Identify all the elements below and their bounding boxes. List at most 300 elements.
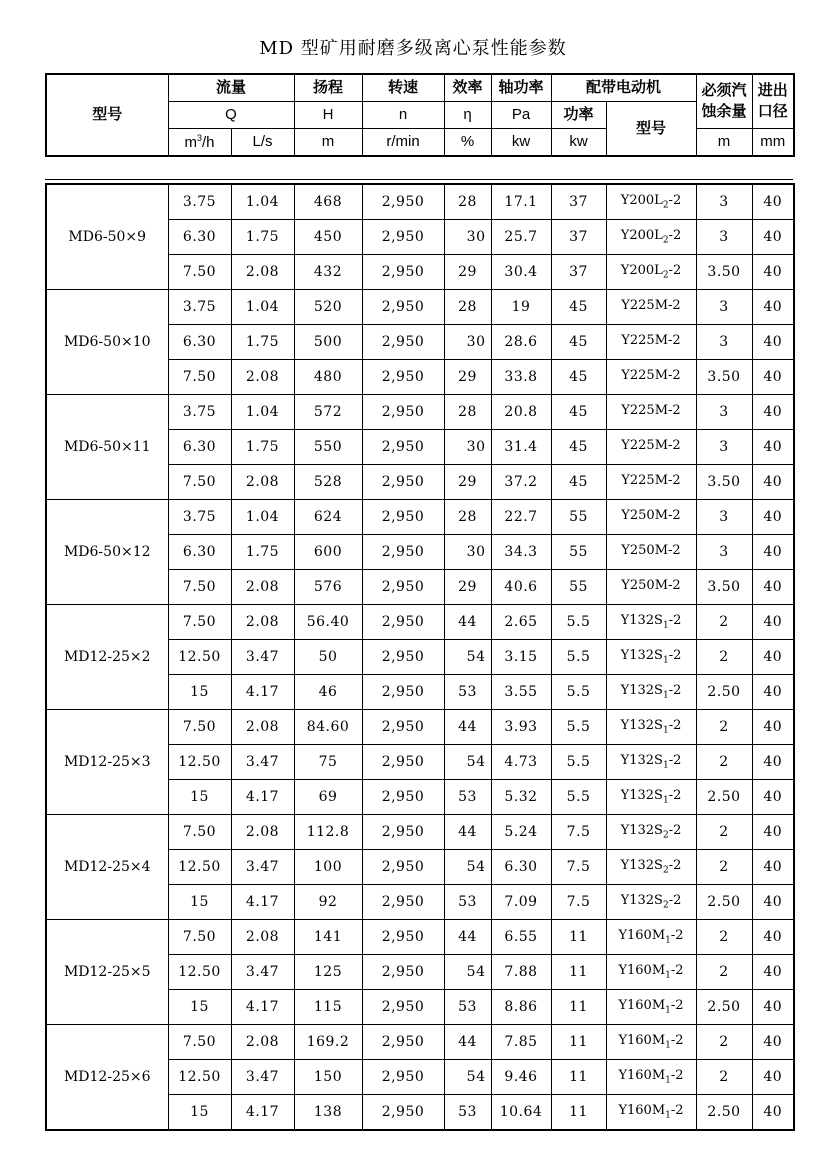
cell-shaft-power: 5.32 (491, 780, 551, 815)
cell-flow-ls: 2.08 (231, 1025, 294, 1060)
cell-npsh: 3 (696, 325, 752, 360)
header-flow-unit-m3h: $m^3/h$ (168, 129, 231, 157)
cell-flow-m3h: 7.50 (168, 605, 231, 640)
cell-npsh: 2 (696, 1025, 752, 1060)
cell-motor-power: 7.5 (551, 815, 606, 850)
cell-efficiency: 54 (444, 745, 491, 780)
cell-flow-ls: 2.08 (231, 710, 294, 745)
cell-motor-model: Y250M-2 (606, 535, 696, 570)
cell-head: 169.2 (294, 1025, 362, 1060)
cell-npsh: 3.50 (696, 360, 752, 395)
cell-pump-model: MD12-25×5 (46, 920, 168, 1025)
cell-head: 50 (294, 640, 362, 675)
cell-speed: 2,950 (362, 1060, 444, 1095)
cell-shaft-power: 6.30 (491, 850, 551, 885)
cell-motor-model: $Y132S_1-2$ (606, 745, 696, 780)
cell-bore: 40 (752, 640, 794, 675)
cell-pump-model: MD12-25×2 (46, 605, 168, 710)
cell-bore: 40 (752, 885, 794, 920)
cell-efficiency: 54 (444, 640, 491, 675)
cell-motor-model: Y225M-2 (606, 395, 696, 430)
header-npsh-unit: m (696, 129, 752, 157)
cell-flow-m3h: 7.50 (168, 1025, 231, 1060)
cell-head: 624 (294, 500, 362, 535)
cell-shaft-power: 3.93 (491, 710, 551, 745)
cell-motor-model: $Y132S_2-2$ (606, 815, 696, 850)
body-table-wrap (45, 179, 793, 1131)
cell-shaft-power: 4.73 (491, 745, 551, 780)
cell-motor-power: 7.5 (551, 885, 606, 920)
cell-npsh: 3.50 (696, 465, 752, 500)
cell-shaft-power: 8.86 (491, 990, 551, 1025)
cell-flow-ls: 3.47 (231, 955, 294, 990)
cell-head: 450 (294, 220, 362, 255)
cell-pump-model: MD12-25×6 (46, 1025, 168, 1131)
cell-efficiency: 53 (444, 1095, 491, 1131)
cell-flow-ls: 4.17 (231, 885, 294, 920)
table-row (46, 290, 794, 325)
cell-motor-model: Y250M-2 (606, 570, 696, 605)
cell-flow-ls: 2.08 (231, 605, 294, 640)
cell-motor-model: $Y132S_1-2$ (606, 675, 696, 710)
header-efficiency-label: 效率 (444, 74, 491, 102)
cell-motor-model: $Y132S_1-2$ (606, 640, 696, 675)
cell-motor-power: 11 (551, 1060, 606, 1095)
cell-efficiency: 30 (444, 535, 491, 570)
cell-motor-model: Y225M-2 (606, 430, 696, 465)
cell-shaft-power: 25.7 (491, 220, 551, 255)
cell-npsh: 2 (696, 640, 752, 675)
cell-flow-m3h: 12.50 (168, 640, 231, 675)
header-efficiency-unit: % (444, 129, 491, 157)
cell-shaft-power: 7.85 (491, 1025, 551, 1060)
cell-npsh: 3 (696, 500, 752, 535)
cell-shaft-power: 9.46 (491, 1060, 551, 1095)
cell-npsh: 2.50 (696, 780, 752, 815)
cell-efficiency: 30 (444, 325, 491, 360)
cell-shaft-power: 31.4 (491, 430, 551, 465)
cell-bore: 40 (752, 184, 794, 220)
cell-efficiency: 44 (444, 1025, 491, 1060)
cell-motor-model: Y225M-2 (606, 360, 696, 395)
table-row (46, 1025, 794, 1060)
cell-flow-ls: 2.08 (231, 255, 294, 290)
cell-motor-model: Y225M-2 (606, 325, 696, 360)
cell-pump-model: MD12-25×4 (46, 815, 168, 920)
cell-head: 75 (294, 745, 362, 780)
cell-speed: 2,950 (362, 430, 444, 465)
cell-shaft-power: 30.4 (491, 255, 551, 290)
cell-motor-power: 45 (551, 290, 606, 325)
cell-flow-ls: 3.47 (231, 1060, 294, 1095)
table-row (46, 710, 794, 745)
cell-head: 84.60 (294, 710, 362, 745)
table-row (46, 605, 794, 640)
cell-flow-m3h: 15 (168, 885, 231, 920)
header-model-label: 型号 (46, 74, 168, 156)
cell-npsh: 3 (696, 395, 752, 430)
cell-bore: 40 (752, 710, 794, 745)
cell-flow-m3h: 12.50 (168, 955, 231, 990)
cell-flow-ls: 1.04 (231, 184, 294, 220)
cell-flow-ls: 2.08 (231, 465, 294, 500)
cell-motor-model: $Y200L_2-2$ (606, 255, 696, 290)
cell-flow-m3h: 12.50 (168, 1060, 231, 1095)
cell-pump-model: MD6-50×10 (46, 290, 168, 395)
cell-motor-model: $Y200L_2-2$ (606, 220, 696, 255)
cell-bore: 40 (752, 990, 794, 1025)
header-bore-unit: mm (752, 129, 794, 157)
cell-shaft-power: 3.15 (491, 640, 551, 675)
cell-npsh: 2 (696, 745, 752, 780)
cell-npsh: 2.50 (696, 675, 752, 710)
cell-flow-m3h: 15 (168, 780, 231, 815)
cell-motor-power: 11 (551, 920, 606, 955)
cell-bore: 40 (752, 605, 794, 640)
cell-shaft-power: 19 (491, 290, 551, 325)
cell-efficiency: 44 (444, 920, 491, 955)
cell-motor-model: $Y132S_2-2$ (606, 850, 696, 885)
cell-motor-power: 11 (551, 990, 606, 1025)
cell-shaft-power: 28.6 (491, 325, 551, 360)
header-head-symbol: H (294, 102, 362, 129)
cell-bore: 40 (752, 955, 794, 990)
cell-speed: 2,950 (362, 850, 444, 885)
cell-shaft-power: 7.88 (491, 955, 551, 990)
cell-speed: 2,950 (362, 325, 444, 360)
cell-bore: 40 (752, 325, 794, 360)
cell-bore: 40 (752, 745, 794, 780)
cell-motor-model: $Y160M_1-2$ (606, 1095, 696, 1131)
cell-head: 572 (294, 395, 362, 430)
header-motor-power-label: 功率 (551, 102, 606, 129)
cell-flow-m3h: 7.50 (168, 710, 231, 745)
cell-shaft-power: 7.09 (491, 885, 551, 920)
cell-head: 125 (294, 955, 362, 990)
cell-npsh: 3.50 (696, 570, 752, 605)
cell-flow-ls: 1.75 (231, 325, 294, 360)
header-speed-unit: r/min (362, 129, 444, 157)
cell-head: 115 (294, 990, 362, 1025)
cell-flow-ls: 4.17 (231, 1095, 294, 1131)
cell-head: 528 (294, 465, 362, 500)
cell-flow-ls: 4.17 (231, 780, 294, 815)
cell-bore: 40 (752, 290, 794, 325)
cell-efficiency: 28 (444, 395, 491, 430)
cell-head: 520 (294, 290, 362, 325)
cell-flow-m3h: 6.30 (168, 535, 231, 570)
cell-motor-power: 5.5 (551, 605, 606, 640)
header-motor-model-label: 型号 (606, 102, 696, 157)
page-title: MD 型矿用耐磨多级离心泵性能参数 (259, 38, 567, 59)
cell-flow-m3h: 7.50 (168, 360, 231, 395)
cell-motor-model: $Y160M_1-2$ (606, 1060, 696, 1095)
cell-flow-m3h: 3.75 (168, 395, 231, 430)
cell-bore: 40 (752, 850, 794, 885)
cell-npsh: 2.50 (696, 885, 752, 920)
cell-speed: 2,950 (362, 1025, 444, 1060)
cell-flow-ls: 1.04 (231, 500, 294, 535)
cell-motor-power: 11 (551, 1025, 606, 1060)
cell-speed: 2,950 (362, 220, 444, 255)
cell-flow-ls: 4.17 (231, 990, 294, 1025)
cell-speed: 2,950 (362, 885, 444, 920)
cell-bore: 40 (752, 535, 794, 570)
cell-npsh: 3.50 (696, 255, 752, 290)
cell-pump-model: MD12-25×3 (46, 710, 168, 815)
cell-flow-m3h: 6.30 (168, 220, 231, 255)
cell-motor-model: $Y160M_1-2$ (606, 1025, 696, 1060)
cell-bore: 40 (752, 360, 794, 395)
cell-motor-power: 45 (551, 360, 606, 395)
cell-motor-power: 45 (551, 395, 606, 430)
cell-motor-power: 5.5 (551, 640, 606, 675)
cell-motor-power: 5.5 (551, 710, 606, 745)
cell-motor-model: $Y160M_1-2$ (606, 990, 696, 1025)
cell-motor-power: 55 (551, 570, 606, 605)
cell-efficiency: 28 (444, 500, 491, 535)
cell-head: 500 (294, 325, 362, 360)
cell-speed: 2,950 (362, 500, 444, 535)
cell-flow-m3h: 7.50 (168, 920, 231, 955)
cell-bore: 40 (752, 815, 794, 850)
cell-pump-model: MD6-50×11 (46, 395, 168, 500)
cell-head: 600 (294, 535, 362, 570)
cell-head: 138 (294, 1095, 362, 1131)
cell-flow-ls: 2.08 (231, 815, 294, 850)
cell-head: 468 (294, 184, 362, 220)
header-head-unit: m (294, 129, 362, 157)
cell-speed: 2,950 (362, 815, 444, 850)
cell-efficiency: 54 (444, 1060, 491, 1095)
cell-bore: 40 (752, 255, 794, 290)
npsh-label-line2: 蚀余量 (701, 102, 747, 120)
cell-shaft-power: 5.24 (491, 815, 551, 850)
header-flow-symbol: Q (168, 102, 294, 129)
cell-shaft-power: 10.64 (491, 1095, 551, 1131)
cell-motor-model: $Y132S_1-2$ (606, 780, 696, 815)
cell-bore: 40 (752, 220, 794, 255)
table-row (46, 920, 794, 955)
header-shaft-power-symbol: Pa (491, 102, 551, 129)
cell-speed: 2,950 (362, 360, 444, 395)
cell-motor-power: 45 (551, 430, 606, 465)
cell-flow-ls: 2.08 (231, 920, 294, 955)
header-efficiency-symbol: η (444, 102, 491, 129)
cell-npsh: 2 (696, 920, 752, 955)
cell-npsh: 2.50 (696, 990, 752, 1025)
cell-head: 92 (294, 885, 362, 920)
cell-motor-model: $Y160M_1-2$ (606, 920, 696, 955)
cell-bore: 40 (752, 570, 794, 605)
cell-shaft-power: 3.55 (491, 675, 551, 710)
cell-speed: 2,950 (362, 745, 444, 780)
cell-efficiency: 54 (444, 955, 491, 990)
cell-speed: 2,950 (362, 1095, 444, 1131)
cell-bore: 40 (752, 430, 794, 465)
cell-flow-m3h: 3.75 (168, 184, 231, 220)
header-motor-power-unit: kw (551, 129, 606, 157)
cell-flow-m3h: 3.75 (168, 290, 231, 325)
npsh-label-line1: 必须汽 (701, 82, 747, 100)
header-npsh-label (696, 74, 752, 129)
cell-speed: 2,950 (362, 535, 444, 570)
cell-efficiency: 29 (444, 360, 491, 395)
table-row (46, 395, 794, 430)
header-speed-symbol: n (362, 102, 444, 129)
cell-bore: 40 (752, 920, 794, 955)
cell-motor-model: Y250M-2 (606, 500, 696, 535)
cell-flow-ls: 1.75 (231, 430, 294, 465)
header-row-labels (46, 74, 794, 102)
header-head-label: 扬程 (294, 74, 362, 102)
cell-efficiency: 28 (444, 184, 491, 220)
cell-flow-ls: 3.47 (231, 745, 294, 780)
cell-head: 46 (294, 675, 362, 710)
cell-npsh: 2 (696, 1060, 752, 1095)
cell-motor-power: 37 (551, 184, 606, 220)
cell-speed: 2,950 (362, 605, 444, 640)
cell-bore: 40 (752, 1060, 794, 1095)
cell-motor-power: 45 (551, 325, 606, 360)
cell-npsh: 2 (696, 955, 752, 990)
cell-shaft-power: 22.7 (491, 500, 551, 535)
cell-efficiency: 53 (444, 885, 491, 920)
cell-npsh: 3 (696, 184, 752, 220)
cell-npsh: 2 (696, 605, 752, 640)
cell-shaft-power: 37.2 (491, 465, 551, 500)
header-bore-label (752, 74, 794, 129)
cell-motor-model: $Y132S_1-2$ (606, 605, 696, 640)
cell-bore: 40 (752, 1095, 794, 1131)
table-row (46, 184, 794, 220)
cell-motor-power: 55 (551, 535, 606, 570)
cell-flow-m3h: 7.50 (168, 570, 231, 605)
cell-motor-model: $Y132S_1-2$ (606, 710, 696, 745)
cell-speed: 2,950 (362, 465, 444, 500)
cell-efficiency: 53 (444, 990, 491, 1025)
cell-motor-power: 37 (551, 220, 606, 255)
cell-npsh: 2 (696, 815, 752, 850)
cell-motor-model: Y225M-2 (606, 465, 696, 500)
cell-head: 480 (294, 360, 362, 395)
header-speed-label: 转速 (362, 74, 444, 102)
cell-head: 56.40 (294, 605, 362, 640)
cell-bore: 40 (752, 465, 794, 500)
cell-npsh: 2.50 (696, 1095, 752, 1131)
cell-npsh: 3 (696, 535, 752, 570)
cell-flow-m3h: 3.75 (168, 500, 231, 535)
header-body-gap (0, 157, 826, 179)
cell-speed: 2,950 (362, 920, 444, 955)
cell-motor-power: 11 (551, 1095, 606, 1131)
cell-shaft-power: 17.1 (491, 184, 551, 220)
cell-speed: 2,950 (362, 990, 444, 1025)
cell-flow-ls: 3.47 (231, 640, 294, 675)
cell-efficiency: 44 (444, 710, 491, 745)
cell-flow-m3h: 15 (168, 675, 231, 710)
cell-speed: 2,950 (362, 675, 444, 710)
header-flow-label: 流量 (168, 74, 294, 102)
cell-motor-power: 5.5 (551, 780, 606, 815)
cell-npsh: 3 (696, 430, 752, 465)
cell-efficiency: 30 (444, 220, 491, 255)
cell-motor-power: 37 (551, 255, 606, 290)
cell-npsh: 2 (696, 710, 752, 745)
header-flow-unit-ls: L/s (231, 129, 294, 157)
cell-motor-power: 11 (551, 955, 606, 990)
cell-flow-m3h: 6.30 (168, 430, 231, 465)
cell-efficiency: 29 (444, 570, 491, 605)
cell-flow-ls: 1.75 (231, 535, 294, 570)
cell-flow-m3h: 12.50 (168, 745, 231, 780)
cell-motor-power: 5.5 (551, 675, 606, 710)
cell-efficiency: 30 (444, 430, 491, 465)
cell-head: 150 (294, 1060, 362, 1095)
cell-bore: 40 (752, 1025, 794, 1060)
cell-motor-power: 7.5 (551, 850, 606, 885)
cell-shaft-power: 40.6 (491, 570, 551, 605)
cell-motor-power: 55 (551, 500, 606, 535)
cell-flow-m3h: 12.50 (168, 850, 231, 885)
cell-motor-model: Y225M-2 (606, 290, 696, 325)
cell-speed: 2,950 (362, 184, 444, 220)
cell-shaft-power: 6.55 (491, 920, 551, 955)
cell-bore: 40 (752, 675, 794, 710)
cell-speed: 2,950 (362, 255, 444, 290)
header-shaft-power-label: 轴功率 (491, 74, 551, 102)
header-shaft-power-unit: kw (491, 129, 551, 157)
cell-head: 69 (294, 780, 362, 815)
cell-bore: 40 (752, 395, 794, 430)
cell-pump-model: MD6-50×9 (46, 184, 168, 290)
cell-flow-ls: 1.75 (231, 220, 294, 255)
cell-flow-ls: 4.17 (231, 675, 294, 710)
cell-speed: 2,950 (362, 640, 444, 675)
cell-efficiency: 29 (444, 465, 491, 500)
cell-flow-m3h: 6.30 (168, 325, 231, 360)
cell-speed: 2,950 (362, 570, 444, 605)
cell-flow-ls: 2.08 (231, 570, 294, 605)
cell-motor-model: $Y200L_2-2$ (606, 184, 696, 220)
cell-pump-model: MD6-50×12 (46, 500, 168, 605)
cell-flow-ls: 3.47 (231, 850, 294, 885)
cell-npsh: 2 (696, 850, 752, 885)
cell-motor-model: $Y132S_2-2$ (606, 885, 696, 920)
cell-efficiency: 54 (444, 850, 491, 885)
header-table (45, 73, 795, 157)
cell-flow-m3h: 7.50 (168, 465, 231, 500)
cell-flow-m3h: 7.50 (168, 255, 231, 290)
cell-flow-ls: 1.04 (231, 290, 294, 325)
cell-shaft-power: 20.8 (491, 395, 551, 430)
cell-efficiency: 44 (444, 605, 491, 640)
cell-npsh: 3 (696, 220, 752, 255)
cell-efficiency: 53 (444, 780, 491, 815)
cell-flow-m3h: 7.50 (168, 815, 231, 850)
cell-bore: 40 (752, 780, 794, 815)
cell-head: 100 (294, 850, 362, 885)
cell-head: 432 (294, 255, 362, 290)
cell-efficiency: 28 (444, 290, 491, 325)
cell-npsh: 3 (696, 290, 752, 325)
cell-shaft-power: 34.3 (491, 535, 551, 570)
cell-efficiency: 44 (444, 815, 491, 850)
table-row (46, 500, 794, 535)
cell-flow-ls: 1.04 (231, 395, 294, 430)
cell-head: 112.8 (294, 815, 362, 850)
cell-bore: 40 (752, 500, 794, 535)
